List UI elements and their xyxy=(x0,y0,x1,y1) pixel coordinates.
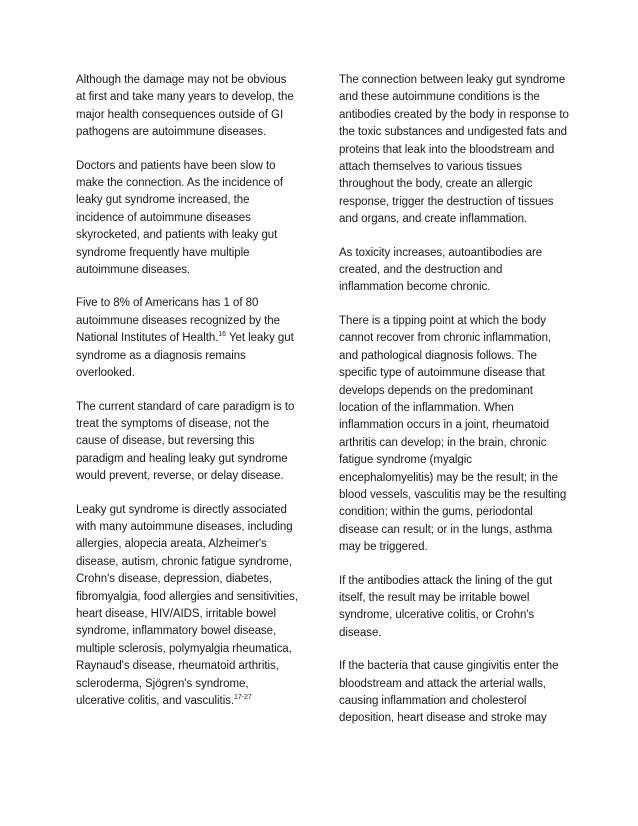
paragraph-text: Yet leaky gut syndrome as a diagnosis remains overlooked. xyxy=(76,332,294,380)
citation-reference: 17-27 xyxy=(234,694,252,702)
paragraph: Doctors and patients have been slow to make the connection. As the incidence of leaky gut syndrome increased, the incidence of autoimmune diseases skyrocketed, and patients with leaky gut syndrome frequently have multiple autoimmune diseases. xyxy=(76,159,284,277)
paragraph: The current standard of care paradigm is to treat the symptoms of disease, not the cause of disease, but reversing this paradigm and healing leaky gut syndrome would prevent, reverse, or delay disease. xyxy=(76,400,295,483)
paragraph: The connection between leaky gut syndrome and these autoimmune conditions is the antibodies created by the body in response to the toxic substances and undigested fats and proteins that leak into the bloodstream and attach themselves to various tissues throughout the body, create an allergic response, trigger the destruction of tissues and organs, and create inflammation. xyxy=(339,74,569,226)
paragraph: There is a tipping point at which the body cannot recover from chronic inflammation, and pathological diagnosis follows. The specific type of autoimmune disease that develops depends on the predominant location of the inflammation. When inflammation occurs in a joint, rheumatoid arthritis can develop; in the brain, chronic fatigue syndrome (myalgic encephalomyelitis) may be the result; in the blood vessels, vasculitis may be the resulting condition; within the gums, periodontal disease can result; or in the lungs, asthma may be triggered. xyxy=(339,314,567,554)
paragraph-text: Leaky gut syndrome is directly associated with many autoimmune diseases, including allergies, alopecia areata, Alzheimer's disease, autism, chronic fatigue syndrome, Crohn's disease, depression, diabetes, fibromyalgia, food allergies and sensitivities, heart disease, HIV/AIDS, irritable bowel syndrome, inflammatory bowel disease, multiple sclerosis, polymyalgia rheumatica, Raynaud's disease, rheumatoid arthritis, scleroderma, Sjögren's syndrome, ulcerative colitis, and vasculitis. xyxy=(76,503,299,707)
paragraph: If the antibodies attack the lining of the gut itself, the result may be irritable bowel syndrome, ulcerative colitis, or Crohn's disease. xyxy=(339,574,553,639)
paragraph: If the bacteria that cause gingivitis enter the bloodstream and attack the arterial walls, causing inflammation and cholesterol deposition, heart disease and stroke may xyxy=(339,660,559,725)
paragraph xyxy=(76,502,298,711)
paragraph xyxy=(76,295,298,382)
paragraph: As toxicity increases, autoantibodies are created, and the destruction and inflammation become chronic. xyxy=(339,246,543,294)
paragraph-text: Five to 8% of Americans has 1 of 80 autoimmune diseases recognized by the National Institutes of Health. xyxy=(76,297,280,345)
left-column xyxy=(76,72,298,726)
citation-reference: 16 xyxy=(218,331,227,339)
paragraph: Although the damage may not be obvious at first and take many years to develop, the major health consequences outside of GI pathogens are autoimmune diseases. xyxy=(76,74,294,139)
right-column xyxy=(339,72,569,744)
